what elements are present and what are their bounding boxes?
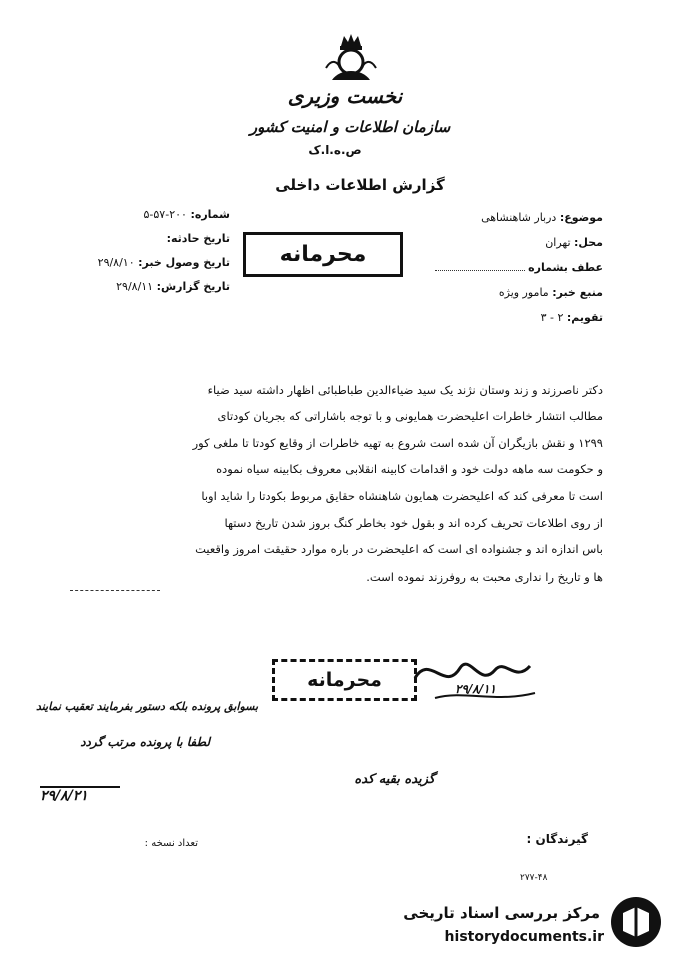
body-line: باس اندازه اند و جشنواده ای است که اعلیحضرت در باره موارد حقیقت امروز واقعیت <box>195 542 603 556</box>
field-number: شماره: ۲۰۰-۵۷-۵ <box>143 208 230 221</box>
body-line: مطالب انتشار خاطرات اعلیحضرت همایونی و با توجه باشاراتی که بجریان کودتای <box>217 409 603 423</box>
field-received-date: تاریخ وصول خبر: ۲۹/۸/۱۰ <box>97 256 230 269</box>
field-reference: عطف بشماره <box>413 255 603 280</box>
field-report-date: تاریخ گزارش: ۲۹/۸/۱۱ <box>116 280 230 293</box>
signature-date: ۲۹/۸/۱۱ <box>455 682 496 696</box>
recipients-label: گیرندگان : <box>526 832 588 846</box>
handwritten-initials: گزیده بقیه کده <box>354 772 435 787</box>
handwritten-note-1: بسوابق پرونده بلکه دستور بفرمایند تعقیب نمایند <box>35 700 258 713</box>
body-line: از روی اطلاعات تحریف کرده اند و بقول خود بخاطر کنگ بروز شدن تاریخ دستها <box>224 516 603 530</box>
signature-icon <box>405 648 545 708</box>
body-line: ها و تاریخ را نداری محبت به روفرزند نموده است. <box>366 570 603 584</box>
office-title: نخست وزیری <box>287 84 403 108</box>
body-line: دکتر ناصرزند و زند وستان نژند یک سید ضیاءالدین طباطبائی اظهار داشته سید ضیاء <box>207 383 603 397</box>
lion-and-sun-emblem-icon <box>318 28 384 86</box>
metadata-right <box>413 205 603 330</box>
field-location: محل: تهران <box>545 236 603 249</box>
confidential-stamp-2: محرمانه <box>272 659 417 701</box>
handwritten-note-2: لطفا با پرونده مرتب گردد <box>80 735 210 749</box>
metadata-left <box>30 203 230 299</box>
copies-label: تعداد نسخه : <box>144 838 198 849</box>
archive-logo-icon <box>608 895 664 949</box>
report-title: گزارش اطلاعات داخلی <box>275 176 445 194</box>
end-dashes <box>70 590 160 591</box>
handwritten-date: ۲۹/۸/۲۱ <box>40 786 120 804</box>
agency-name: سازمان اطلاعات و امنیت کشور <box>249 118 451 136</box>
body-line: ۱۲۹۹ و نقش بازیگران آن شده است شروع به تهیه خاطرات از وقایع کودتا تا ملغی کور <box>192 436 603 450</box>
field-rating: تقویم: ۲ - ۳ <box>540 311 603 324</box>
archive-name: مرکز بررسی اسناد تاریخی <box>403 904 600 922</box>
field-subject: موضوع: دربار شاهنشاهی <box>481 211 603 224</box>
body-line: است تا معرفی کند که اعلیحضرت همایون شاهنشاه حقایق مربوط بکودتا را شاید اوبا <box>201 489 603 503</box>
agency-code: ص.ه.ا.ک <box>308 143 362 157</box>
archive-website: historydocuments.ir <box>444 929 604 945</box>
body-line: و حکومت سه ماهه دولت خود و اقدامات کابینه انقلابی معروف بکابینه سیاه نموده <box>216 462 603 476</box>
confidential-stamp: محرمانه <box>243 232 403 277</box>
doc-code: ۲۷۷-۴۸ <box>520 873 548 883</box>
field-event-date: تاریخ حادثه: <box>166 232 230 245</box>
field-source: منبع خبر: مامور ویژه <box>498 286 603 299</box>
